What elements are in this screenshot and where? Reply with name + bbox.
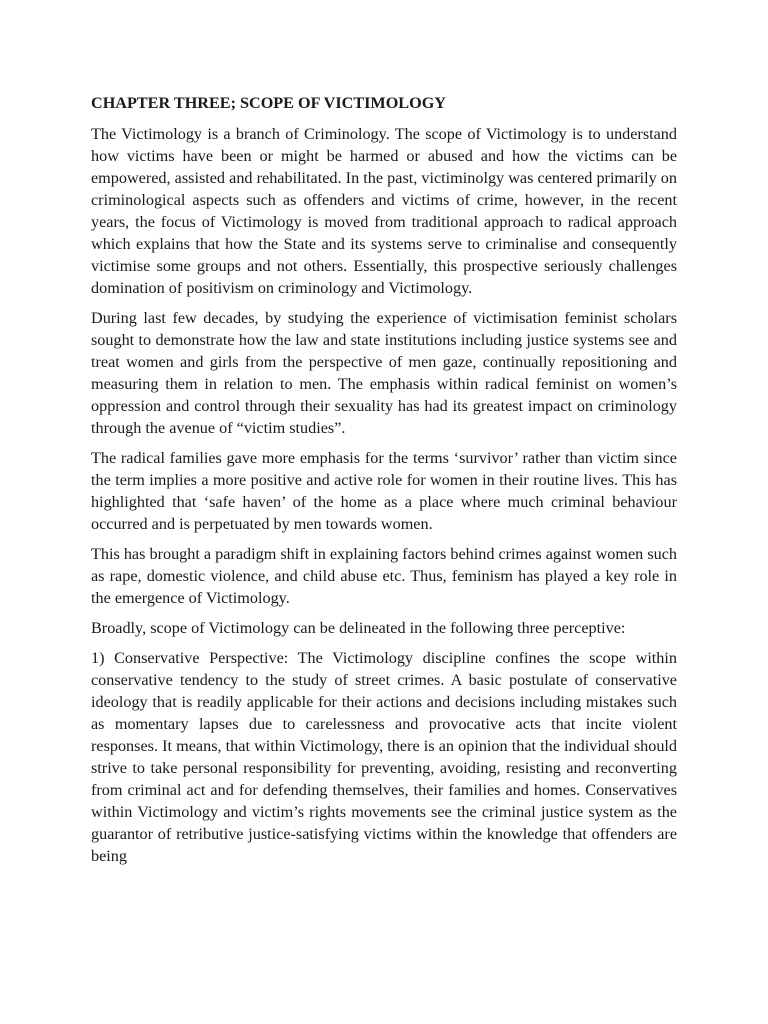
paragraph-radical-families: The radical families gave more emphasis for the terms ‘survivor’ rather than victim since the term implies a more positive and active role for women in their routine lives. This has highlighted that ‘safe haven’ of the home as a place where much criminal behaviour occurred and is perpetuated by men towards women.	[91, 449, 677, 533]
chapter-title: CHAPTER THREE; SCOPE OF VICTIMOLOGY	[91, 94, 446, 112]
paragraph-three-perspectives: Broadly, scope of Victimology can be delineated in the following three perceptive:	[91, 619, 626, 637]
document-page	[91, 92, 677, 867]
paragraph-paradigm-shift: This has brought a paradigm shift in explaining factors behind crimes against women such as rape, domestic violence, and child abuse etc. Thus, feminism has played a key role in the emergence of Victimology.	[91, 545, 677, 607]
paragraph-scope-intro: The Victimology is a branch of Criminology. The scope of Victimology is to understand how victims have been or might be harmed or abused and how the victims can be empowered, assisted and rehabilitated. In the past, victiminolgy was centered primarily on criminological aspects such as offenders and victims of crime, however, in the recent years, the focus of Victimology is moved from traditional approach to radical approach which explains that how the State and its systems serve to criminalise and consequently victimise some groups and not others. Essentially, this prospective seriously challenges domination of positivism on criminology and Victimology.	[91, 125, 677, 297]
paragraph-feminist-scholars: During last few decades, by studying the experience of victimisation feminist scholars sought to demonstrate how the law and state institutions including justice systems see and treat women and girls from the perspective of men gaze, continually repositioning and measuring them in relation to men. The emphasis within radical feminist on women’s oppression and control through their sexuality has had its greatest impact on criminology through the avenue of “victim studies”.	[91, 309, 677, 437]
paragraph-conservative-perspective: 1) Conservative Perspective: The Victimology discipline confines the scope within conservative tendency to the study of street crimes. A basic postulate of conservative ideology that is readily applicable for their actions and decisions including mistakes such as momentary lapses due to carelessness and provocative acts that incite violent responses. It means, that within Victimology, there is an opinion that the individual should strive to take personal responsibility for preventing, avoiding, resisting and reconverting from criminal act and for defending themselves, their families and homes. Conservatives within Victimology and victim’s rights movements see the criminal justice system as the guarantor of retributive justice-satisfying victims within the knowledge that offenders are being	[91, 649, 677, 865]
